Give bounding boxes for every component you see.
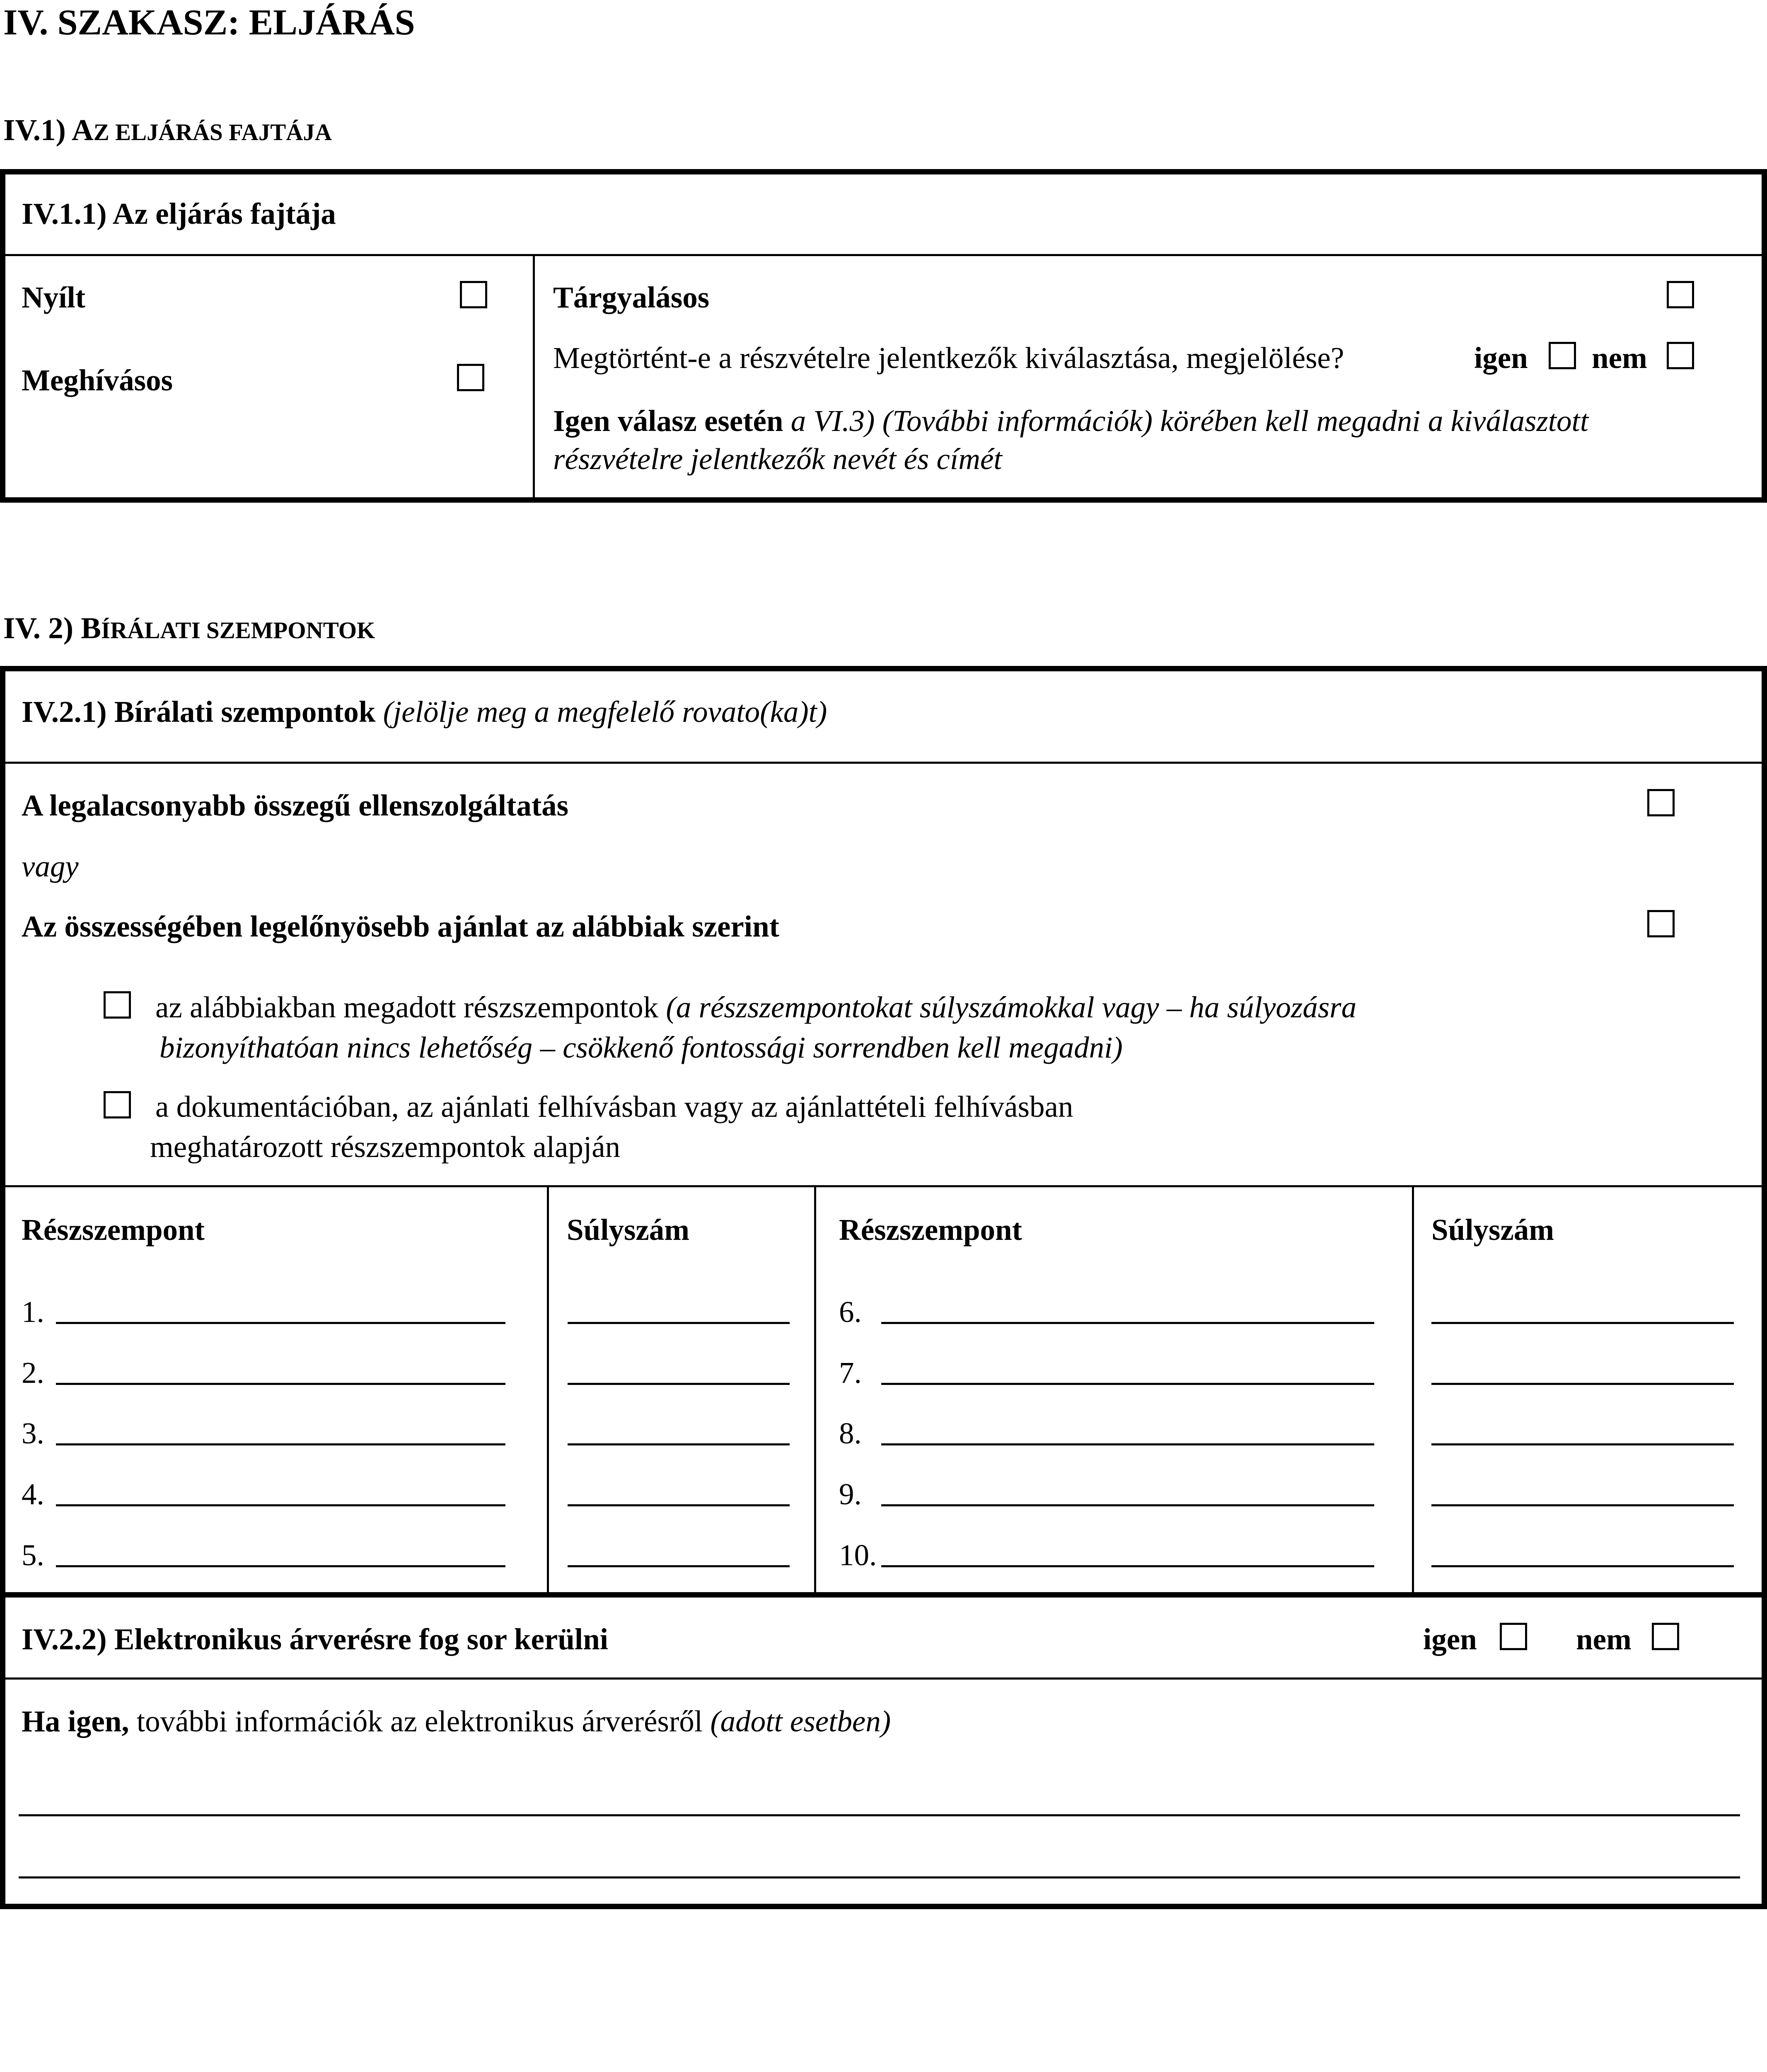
weight-input-line[interactable]	[1431, 1565, 1734, 1567]
title-italic: (jelölje meg a megfelelő rovato(ka)t)	[375, 695, 827, 729]
heading-prefix: IV.1) A	[3, 113, 94, 147]
column-divider	[1412, 1185, 1414, 1594]
selection-note-line2: részvételre jelentkezők nevét és címét	[553, 442, 1002, 476]
column-divider	[533, 254, 535, 503]
section-title: IV. SZAKASZ: ELJÁRÁS	[3, 2, 415, 43]
weight-input-line[interactable]	[568, 1383, 790, 1385]
row-number: 1.	[22, 1295, 44, 1329]
label-meghivasos: Meghívásos	[22, 363, 173, 397]
heading-rest: Z ELJÁRÁS FAJTÁJA	[93, 119, 332, 145]
divider	[0, 762, 1767, 764]
row-number: 4.	[22, 1477, 44, 1511]
ha-igen-normal: további információk az elektronikus árverésről	[129, 1704, 703, 1738]
label-nem: nem	[1576, 1622, 1632, 1656]
criterion-input-line[interactable]	[881, 1565, 1374, 1567]
option-documents-line2: meghatározott részszempontok alapján	[150, 1130, 621, 1164]
weight-input-line[interactable]	[1431, 1383, 1734, 1385]
procedure-type-title: IV.1.1) Az eljárás fajtája	[22, 197, 336, 230]
section-iv2-heading	[3, 609, 375, 647]
weight-input-line[interactable]	[1431, 1322, 1734, 1324]
label-lowest-price: A legalacsonyabb összegű ellenszolgáltatás	[22, 789, 569, 822]
row-number: 7.	[839, 1356, 862, 1389]
row-number: 6.	[839, 1295, 862, 1329]
checkbox-lowest-price[interactable]	[1647, 789, 1675, 816]
checkbox-nyilt[interactable]	[460, 281, 487, 308]
col-header-sulyszam-left: Súlyszám	[567, 1213, 690, 1247]
row-number: 10.	[839, 1538, 877, 1572]
col-header-sulyszam-right: Súlyszám	[1431, 1213, 1554, 1247]
label-targyalasos: Tárgyalásos	[553, 281, 710, 314]
checkbox-nem[interactable]	[1667, 342, 1694, 369]
label-most-advantageous: Az összességében legelőnyösebb ajánlat az alábbiak szerint	[22, 910, 779, 943]
option-sub-criteria-line2: bizonyíthatóan nincs lehetőség – csökkenő fontossági sorrendben kell megadni)	[160, 1031, 1123, 1064]
label-igen: igen	[1474, 341, 1528, 375]
note-italic: a VI.3) (További információk) körében kell megadni a kiválasztott	[783, 404, 1589, 438]
divider	[0, 1592, 1767, 1598]
checkbox-most-advantageous[interactable]	[1647, 910, 1675, 937]
row-number: 8.	[839, 1416, 862, 1450]
divider	[0, 254, 1767, 256]
option-normal: az alábbiakban megadott részszempontok	[155, 990, 659, 1024]
weight-input-line[interactable]	[1431, 1443, 1734, 1445]
award-criteria-title	[22, 693, 827, 731]
weight-input-line[interactable]	[568, 1322, 790, 1324]
weight-input-line[interactable]	[1431, 1504, 1734, 1506]
checkbox-e-auction-nem[interactable]	[1652, 1623, 1679, 1650]
row-number: 5.	[22, 1538, 44, 1572]
heading-prefix: IV. 2) B	[3, 611, 101, 645]
weight-input-line[interactable]	[568, 1565, 790, 1567]
option-sub-criteria-line1	[155, 988, 1356, 1026]
checkbox-sub-criteria-documents[interactable]	[104, 1091, 131, 1118]
selection-question: Megtörtént-e a részvételre jelentkezők kiválasztása, megjelölése?	[553, 341, 1344, 375]
criterion-input-line[interactable]	[56, 1383, 505, 1385]
checkbox-e-auction-igen[interactable]	[1500, 1623, 1527, 1650]
criterion-input-line[interactable]	[56, 1322, 505, 1324]
criterion-input-line[interactable]	[881, 1322, 1374, 1324]
checkbox-meghivasos[interactable]	[457, 364, 484, 391]
row-number: 9.	[839, 1477, 862, 1511]
divider	[0, 1677, 1767, 1680]
e-auction-info-label	[22, 1702, 891, 1740]
info-input-line[interactable]	[19, 1876, 1740, 1878]
criterion-input-line[interactable]	[56, 1443, 505, 1445]
criterion-input-line[interactable]	[881, 1443, 1374, 1445]
criterion-input-line[interactable]	[881, 1383, 1374, 1385]
row-number: 3.	[22, 1416, 44, 1450]
selection-note-line1	[553, 402, 1588, 440]
criterion-input-line[interactable]	[881, 1504, 1374, 1506]
ha-igen-bold: Ha igen,	[22, 1704, 129, 1738]
label-nyilt: Nyílt	[22, 281, 86, 314]
label-nem: nem	[1592, 341, 1647, 375]
criterion-input-line[interactable]	[56, 1504, 505, 1506]
weight-input-line[interactable]	[568, 1443, 790, 1445]
e-auction-label: IV.2.2) Elektronikus árverésre fog sor kerülni	[22, 1622, 609, 1656]
info-input-line[interactable]	[19, 1814, 1740, 1816]
checkbox-sub-criteria-below[interactable]	[104, 991, 131, 1019]
note-bold: Igen válasz esetén	[553, 404, 783, 438]
heading-rest: ÍRÁLATI SZEMPONTOK	[101, 617, 375, 644]
weight-input-line[interactable]	[568, 1504, 790, 1506]
label-vagy: vagy	[22, 850, 79, 883]
checkbox-igen[interactable]	[1549, 342, 1576, 369]
col-header-reszszempont-left: Részszempont	[22, 1213, 205, 1247]
criterion-input-line[interactable]	[56, 1565, 505, 1567]
divider	[0, 1185, 1767, 1187]
row-number: 2.	[22, 1356, 44, 1389]
option-italic: (a részszempontokat súlyszámokkal vagy – ha súlyozásra	[658, 990, 1357, 1024]
column-divider	[547, 1185, 549, 1594]
option-documents-line1: a dokumentációban, az ajánlati felhívásban vagy az ajánlattételi felhívásban	[155, 1090, 1073, 1123]
ha-igen-italic: (adott esetben)	[703, 1704, 891, 1738]
section-iv1-heading	[3, 111, 332, 149]
title-bold: IV.2.1) Bírálati szempontok	[22, 695, 376, 729]
column-divider	[814, 1185, 816, 1594]
col-header-reszszempont-right: Részszempont	[839, 1213, 1022, 1247]
checkbox-targyalasos[interactable]	[1667, 281, 1694, 308]
label-igen: igen	[1423, 1622, 1477, 1656]
